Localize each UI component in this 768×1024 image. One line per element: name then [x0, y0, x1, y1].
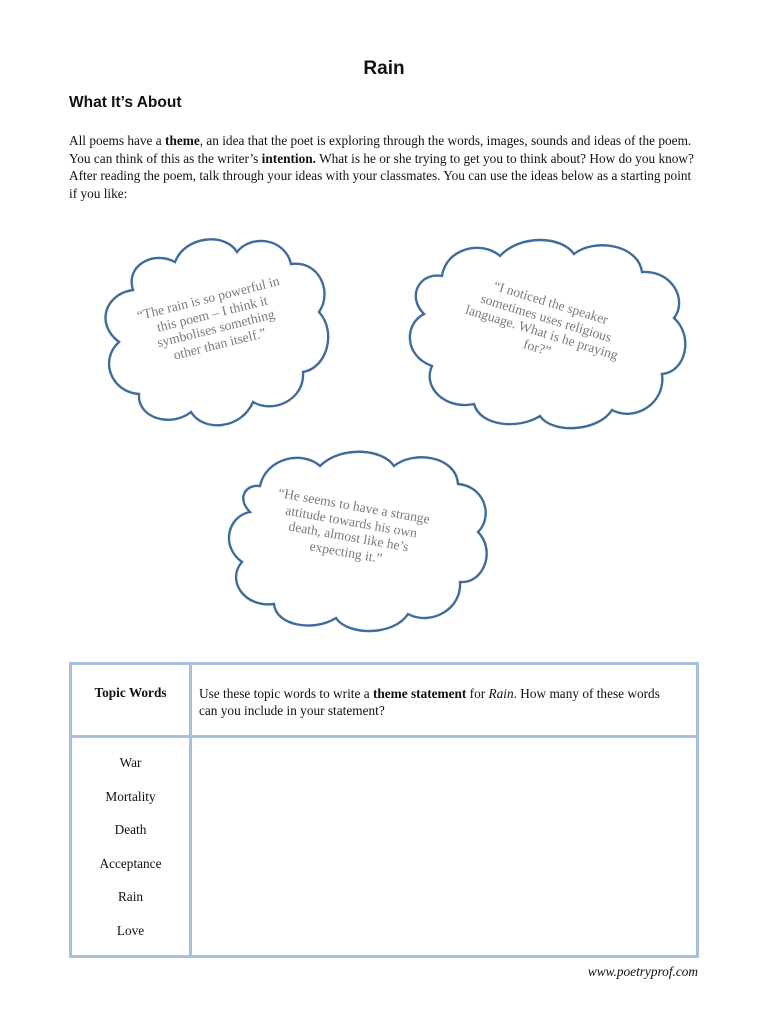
topic-word: Death — [114, 822, 147, 838]
cloud-quote-1: “The rain is so powerful in this poem – I think it symbolises something other than itself.” — [135, 273, 282, 363]
intro-paragraph — [69, 132, 701, 202]
instruction-bold-theme-statement: theme statement — [372, 686, 467, 701]
theme-statement-answer-area[interactable] — [192, 738, 696, 955]
intro-text-2: , an idea that the poet is exploring through the words, images, sounds and ideas of the poem. You can think of this as the writer’s — [69, 133, 692, 166]
topic-words-table — [69, 662, 699, 958]
cloud-quote-2: “I noticed the speaker sometimes uses religious language. What is he praying for?” — [463, 277, 620, 363]
instruction-text-3: . How many of these words can you include in your statement? — [199, 686, 660, 718]
instruction-text-1: Use these topic words to write a — [199, 686, 373, 701]
page-title: Rain — [363, 58, 405, 79]
intro-bold-theme: theme — [165, 133, 200, 148]
intro-text-3: What is he or she trying to get you to think about? How do you know? After reading the poem, talk through your ideas with your classmates. You can use the ideas below as a starting point if you like: — [69, 150, 694, 201]
instruction-italic-rain: Rain — [488, 686, 514, 701]
topic-word: Love — [116, 922, 145, 938]
topic-words-header: Topic Words — [94, 685, 167, 700]
topic-word: Mortality — [105, 788, 156, 804]
intro-bold-intention: intention. — [261, 150, 316, 166]
thought-cloud-3 — [222, 446, 490, 636]
instruction-text-2: for — [466, 686, 489, 701]
table-instruction — [199, 685, 679, 719]
section-heading: What It’s About — [69, 94, 182, 111]
topic-words-list — [72, 755, 189, 957]
topic-word: War — [119, 755, 142, 770]
thought-cloud-2 — [402, 232, 692, 432]
thought-cloud-1 — [95, 228, 335, 440]
topic-word: Rain — [117, 889, 144, 905]
footer-website: www.poetryprof.com — [587, 964, 698, 979]
cloud-quote-3: “He seems to have a strange attitude towards his own death, almost like he’s expecting it.” — [277, 485, 432, 566]
intro-text-1: All poems have a — [69, 133, 166, 148]
topic-word: Acceptance — [99, 855, 162, 871]
